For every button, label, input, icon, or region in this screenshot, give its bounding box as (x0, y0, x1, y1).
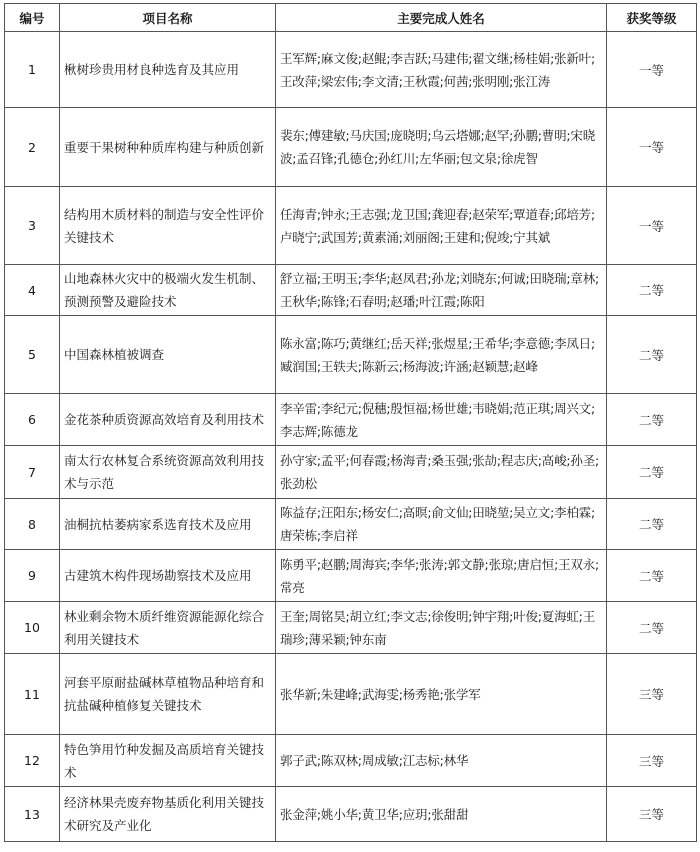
row-num: 10 (5, 602, 60, 654)
row-contributors: 王军辉;麻文俊;赵鲲;李吉跃;马建伟;翟文继;杨桂娟;张新叶;王改萍;梁宏伟;李文清;王秋霞;何茜;张明刚;张江涛 (276, 32, 607, 108)
table-row (5, 654, 697, 735)
row-num: 5 (5, 316, 60, 394)
row-contributors: 陈永富;陈巧;黄继红;岳天祥;张煜星;王希华;李意德;李凤日;臧润国;王轶夫;陈新云;杨海波;许涵;赵颖慧;赵峰 (276, 316, 607, 394)
row-award-level: 三等 (607, 735, 697, 787)
table-row (5, 32, 697, 108)
row-award-level: 二等 (607, 499, 697, 550)
row-project-name: 重要干果树种种质库构建与种质创新 (60, 108, 276, 187)
row-award-level: 一等 (607, 187, 697, 265)
row-contributors: 任海青;钟永;王志强;龙卫国;龚迎春;赵荣军;覃道春;邱培芳;卢晓宁;武国芳;黄素涌;刘丽阁;王建和;倪竣;宁其斌 (276, 187, 607, 265)
table-row (5, 550, 697, 602)
row-num: 3 (5, 187, 60, 265)
header-num: 编号 (5, 4, 60, 32)
row-award-level: 二等 (607, 265, 697, 316)
row-contributors: 陈勇平;赵鹏;周海宾;李华;张涛;郭文静;张琼;唐启恒;王双永;常亮 (276, 550, 607, 602)
row-project-name: 结构用木质材料的制造与安全性评价关键技术 (60, 187, 276, 265)
row-project-name: 油桐抗枯萎病家系选育技术及应用 (60, 499, 276, 550)
row-award-level: 一等 (607, 108, 697, 187)
row-award-level: 二等 (607, 446, 697, 499)
row-project-name: 特色笋用竹种发掘及高质培育关键技术 (60, 735, 276, 787)
row-award-level: 三等 (607, 654, 697, 735)
table-row (5, 316, 697, 394)
awards-table (4, 3, 697, 842)
table-header-row (5, 4, 697, 32)
table-row (5, 602, 697, 654)
header-main-contributors: 主要完成人姓名 (276, 4, 607, 32)
table-row (5, 108, 697, 187)
row-num: 6 (5, 394, 60, 446)
row-project-name: 山地森林火灾中的极端火发生机制、预测预警及避险技术 (60, 265, 276, 316)
row-project-name: 中国森林植被调查 (60, 316, 276, 394)
row-num: 11 (5, 654, 60, 735)
row-project-name: 经济林果壳废弃物基质化利用关键技术研究及产业化 (60, 787, 276, 842)
table-row (5, 446, 697, 499)
row-contributors: 孙守家;孟平;何春霞;杨海青;桑玉强;张劼;程志庆;高峻;孙圣;张劲松 (276, 446, 607, 499)
header-project-name: 项目名称 (60, 4, 276, 32)
table-row (5, 499, 697, 550)
row-contributors: 郭子武;陈双林;周成敏;江志标;林华 (276, 735, 607, 787)
table-row (5, 787, 697, 842)
row-num: 1 (5, 32, 60, 108)
row-project-name: 楸树珍贵用材良种选育及其应用 (60, 32, 276, 108)
row-num: 7 (5, 446, 60, 499)
row-award-level: 二等 (607, 316, 697, 394)
row-contributors: 李辛雷;李纪元;倪穗;殷恒福;杨世雄;韦晓娟;范正琪;周兴文;李志辉;陈德龙 (276, 394, 607, 446)
row-num: 9 (5, 550, 60, 602)
row-contributors: 张华新;朱建峰;武海雯;杨秀艳;张学军 (276, 654, 607, 735)
header-award-level: 获奖等级 (607, 4, 697, 32)
row-contributors: 舒立福;王明玉;李华;赵凤君;孙龙;刘晓东;何诚;田晓瑞;章林;王秋华;陈锋;石春明;赵璠;叶江霞;陈阳 (276, 265, 607, 316)
row-project-name: 南太行农林复合系统资源高效利用技术与示范 (60, 446, 276, 499)
row-award-level: 二等 (607, 602, 697, 654)
row-award-level: 二等 (607, 550, 697, 602)
row-project-name: 金花茶种质资源高效培育及利用技术 (60, 394, 276, 446)
row-award-level: 二等 (607, 394, 697, 446)
row-contributors: 裴东;傅建敏;马庆国;庞晓明;乌云塔娜;赵罕;孙鹏;曹明;宋晓波;孟召锋;孔德仓;孙红川;左华丽;包文泉;徐虎智 (276, 108, 607, 187)
row-num: 2 (5, 108, 60, 187)
row-contributors: 陈益存;汪阳东;杨安仁;高暝;俞文仙;田晓堃;吴立文;李柏霖;唐荣栋;李启祥 (276, 499, 607, 550)
row-award-level: 一等 (607, 32, 697, 108)
row-contributors: 张金萍;姚小华;黄卫华;应玥;张甜甜 (276, 787, 607, 842)
row-project-name: 林业剩余物木质纤维资源能源化综合利用关键技术 (60, 602, 276, 654)
table-row (5, 187, 697, 265)
row-project-name: 古建筑木构件现场勘察技术及应用 (60, 550, 276, 602)
table-row (5, 394, 697, 446)
row-num: 8 (5, 499, 60, 550)
table-row (5, 735, 697, 787)
row-num: 13 (5, 787, 60, 842)
row-award-level: 三等 (607, 787, 697, 842)
row-contributors: 王奎;周铭昊;胡立红;李文志;徐俊明;钟宇翔;叶俊;夏海虹;王瑞珍;薄采颖;钟东南 (276, 602, 607, 654)
row-num: 4 (5, 265, 60, 316)
row-num: 12 (5, 735, 60, 787)
table-row (5, 265, 697, 316)
row-project-name: 河套平原耐盐碱林草植物品种培育和抗盐碱种植修复关键技术 (60, 654, 276, 735)
